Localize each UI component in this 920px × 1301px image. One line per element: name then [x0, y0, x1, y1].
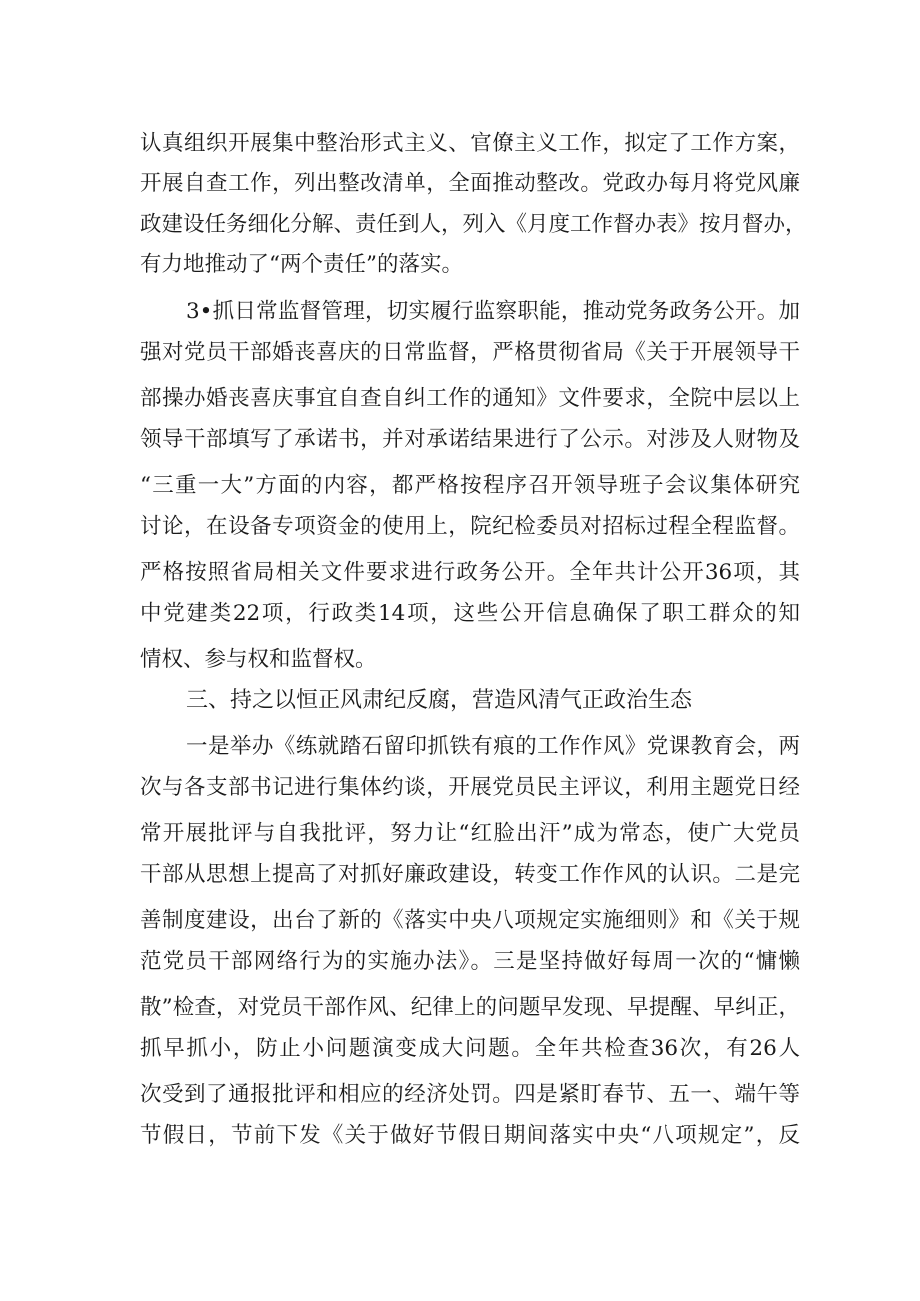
paragraph-2-line-6: 讨论，在设备专项资金的使用上，院纪检委员对招标过程全程监督。 [140, 514, 800, 539]
paragraph-2-line-8: 中党建类22项，行政类14项，这些公开信息确保了职工群众的知 [140, 601, 800, 626]
paragraph-1-line-4: 有力地推动了“两个责任”的落实。 [140, 252, 463, 277]
paragraph-3-line-1: 一是举办《练就踏石留印抓铁有痕的工作作风》党课教育会，两 [186, 734, 800, 759]
paragraph-3-line-3: 常开展批评与自我批评，努力让“红脸出汗”成为常态，使广大党员 [140, 821, 800, 846]
paragraph-1-line-2: 开展自查工作，列出整改清单，全面推动整改。党政办每月将党风廉 [140, 171, 800, 196]
paragraph-2-line-7: 严格按照省局相关文件要求进行政务公开。全年共计公开36项，其 [140, 560, 800, 585]
paragraph-3-line-7: 散”检查，对党员干部作风、纪律上的问题早发现、早提醒、早纠正， [140, 995, 800, 1020]
paragraph-2-line-1: 3•抓日常监督管理，切实履行监察职能，推动党务政务公开。加 [186, 299, 800, 324]
paragraph-2-line-5: “三重一大”方面的内容，都严格按程序召开领导班子会议集体研究 [140, 473, 800, 498]
paragraph-2-line-3: 部操办婚丧喜庆事宜自查自纠工作的通知》文件要求，全院中层以上 [140, 386, 800, 411]
paragraph-3-line-9: 次受到了通报批评和相应的经济处罚。四是紧盯春节、五一、端午等 [140, 1082, 800, 1107]
paragraph-3-line-2: 次与各支部书记进行集体约谈，开展党员民主评议，利用主题党日经 [140, 775, 800, 800]
paragraph-3-line-8: 抓早抓小，防止小问题演变成大问题。全年共检查36次，有26人 [140, 1036, 800, 1061]
section-3-heading: 三、持之以恒正风肃纪反腐，营造风清气正政治生态 [186, 688, 693, 713]
paragraph-3-line-4: 干部从思想上提高了对抓好廉政建设，转变工作作风的认识。二是完 [140, 862, 800, 887]
paragraph-3-line-6: 范党员干部网络行为的实施办法》。三是坚持做好每周一次的“慵懒 [140, 949, 800, 974]
paragraph-2-line-9: 情权、参与权和监督权。 [140, 647, 377, 672]
paragraph-1-line-3: 政建设任务细化分解、责任到人，列入《月度工作督办表》按月督办， [140, 212, 807, 237]
paragraph-1-line-1: 认真组织开展集中整治形式主义、官僚主义工作，拟定了工作方案， [140, 131, 800, 156]
paragraph-3-line-10: 节假日，节前下发《关于做好节假日期间落实中央“八项规定”，反 [140, 1123, 800, 1148]
paragraph-2-line-2: 强对党员干部婚丧喜庆的日常监督，严格贯彻省局《关于开展领导干 [140, 340, 800, 365]
paragraph-3-line-5: 善制度建设，出台了新的《落实中央八项规定实施细则》和《关于规 [140, 908, 800, 933]
paragraph-2-line-4: 领导干部填写了承诺书，并对承诺结果进行了公示。对涉及人财物及 [140, 427, 800, 452]
